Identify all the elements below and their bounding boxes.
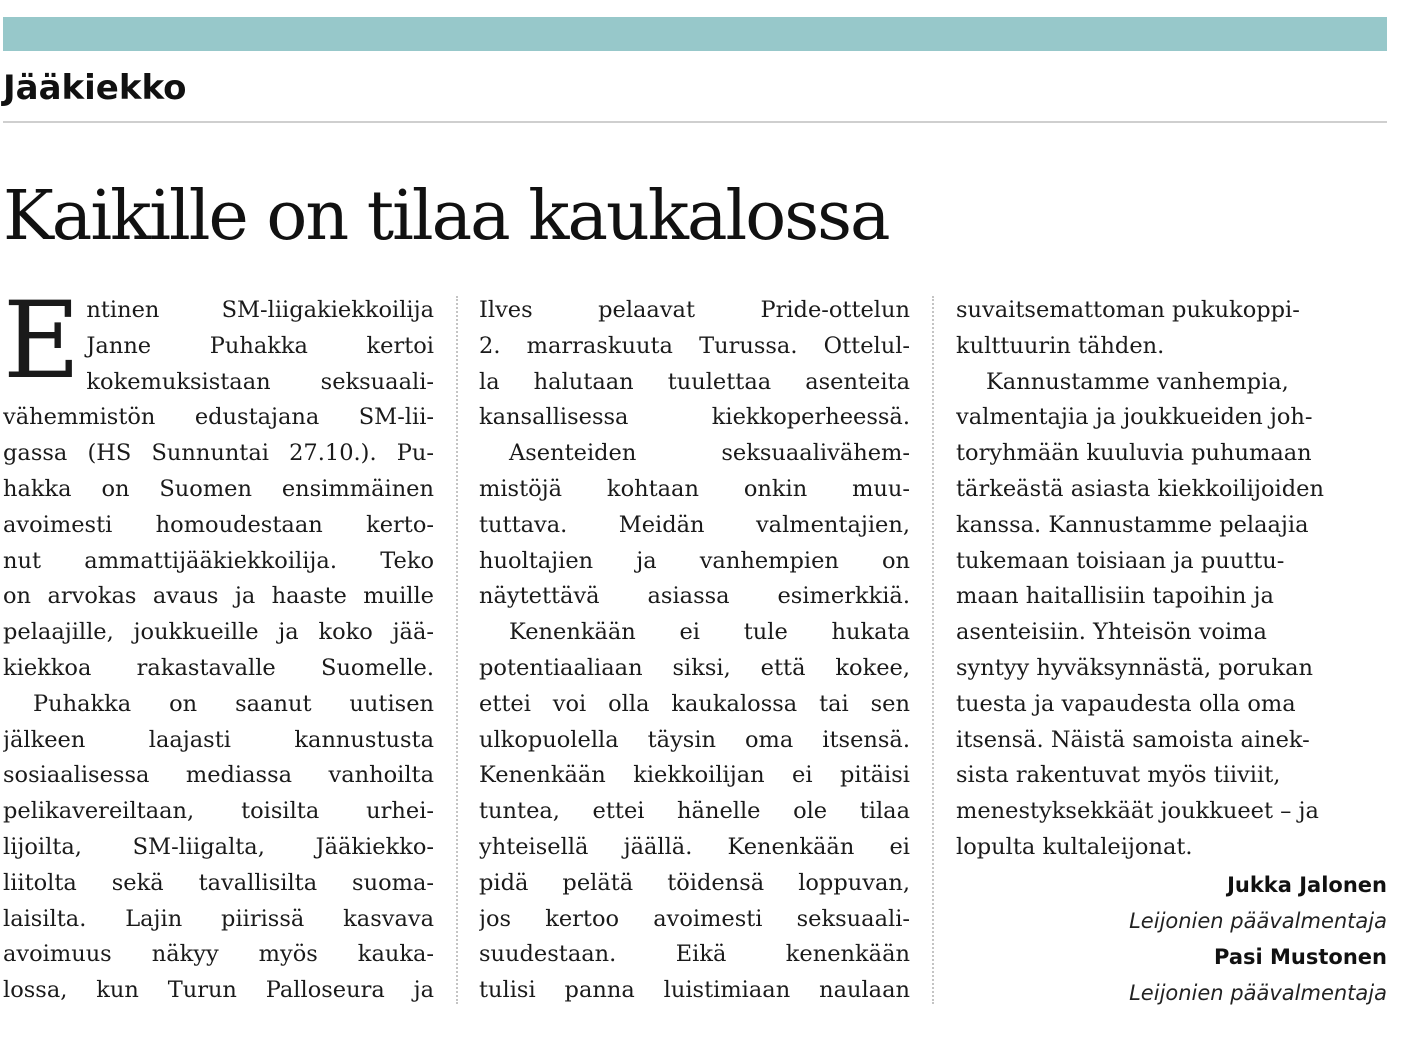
text-line: suudestaan. Eikä kenenkään: [479, 941, 910, 968]
text-line: jälkeen laajasti kannustusta: [3, 726, 434, 753]
text-line: on arvokas avaus ja haaste muille: [3, 583, 434, 610]
text-line: ulkopuolella täysin oma itsensä.: [479, 726, 910, 753]
text-line: vähemmistön edustajana SM-lii-: [3, 404, 434, 431]
column-separator: [932, 296, 934, 1004]
text-line: potentiaaliaan siksi, että kokee,: [479, 654, 910, 681]
text-line: näytettävä asiassa esimerkkiä.: [479, 583, 910, 610]
section-divider: [3, 121, 1387, 123]
text-line: hakka on Suomen ensimmäinen: [3, 475, 434, 502]
drop-cap: E: [3, 293, 81, 402]
text-line: Ilves pelaavat Pride-ottelun: [479, 297, 910, 323]
text-line: tärkeästä asiasta kiekkoilijoiden: [956, 475, 1324, 502]
text-line: kulttuurin tähden.: [956, 332, 1165, 359]
signature-name: Pasi Mustonen: [1214, 945, 1387, 969]
text-line: pelikavereiltaan, toisilta urhei-: [3, 798, 434, 825]
paragraph: [3, 687, 434, 1009]
signature-role: Leijonien päävalmentaja: [1129, 981, 1387, 1005]
article-column-2: [479, 293, 910, 1013]
text-line: kiekkoa rakastavalle Suomelle.: [3, 654, 434, 681]
text-line: menestyksekkäät joukkueet – ja: [956, 798, 1319, 825]
text-line: lopulta kultaleijonat.: [956, 833, 1193, 860]
text-line: pidä pelätä töidensä loppuvan,: [479, 869, 910, 896]
text-line: avoimesti homoudestaan kerto-: [3, 511, 434, 538]
article-column-1: [3, 293, 434, 1013]
text-line: itsensä. Näistä samoista ainek-: [956, 726, 1310, 753]
text-line: Kenenkään ei tule hukata: [509, 619, 910, 646]
text-line: tukemaan toisiaan ja puuttu-: [956, 547, 1285, 574]
text-line: gassa (HS Sunnuntai 27.10.). Pu-: [3, 440, 434, 467]
text-line: liitolta sekä tavallisilta suoma-: [3, 869, 434, 896]
text-line: asenteisiin. Yhteisön voima: [956, 619, 1267, 646]
text-line: nut ammattijääkiekkoilija. Teko: [3, 547, 434, 574]
text-line: sosiaalisessa mediassa vanhoilta: [3, 762, 434, 789]
text-line: kanssa. Kannustamme pelaajia: [956, 511, 1309, 538]
text-line: kansallisessa kiekkoperheessä.: [479, 404, 910, 431]
column-separator: [456, 296, 458, 1004]
text-line: maan haitallisiin tapoihin ja: [956, 583, 1274, 610]
text-line: kokemuksistaan seksuaali-: [86, 368, 434, 395]
text-line: jos kertoo avoimesti seksuaali-: [479, 905, 910, 932]
text-line: Kenenkään kiekkoilijan ei pitäisi: [479, 762, 910, 789]
text-line: Asenteiden seksuaalivähem-: [509, 440, 910, 467]
text-line: Janne Puhakka kertoi: [86, 332, 434, 359]
text-line: laisilta. Lajin piirissä kasvava: [3, 905, 434, 932]
text-line: ettei voi olla kaukalossa tai sen: [479, 690, 910, 717]
text-line: tulisi panna luistimiaan naulaan: [479, 977, 910, 1004]
text-line: toryhmään kuuluvia puhumaan: [956, 440, 1312, 467]
text-line: lossa, kun Turun Palloseura ja: [3, 977, 434, 1004]
paragraph: [479, 436, 910, 615]
article-headline: Kaikille on tilaa kaukalossa: [3, 177, 889, 256]
text-line: tuntea, ettei hänelle ole tilaa: [479, 798, 910, 825]
signature-role: Leijonien päävalmentaja: [1129, 909, 1387, 933]
text-line: suvaitsemattoman pukukoppi-: [956, 297, 1300, 323]
signature-name: Jukka Jalonen: [1227, 873, 1387, 897]
section-label: Jääkiekko: [3, 68, 187, 108]
text-line: huoltajien ja vanhempien on: [479, 547, 910, 574]
text-line: sista rakentuvat myös tiiviit,: [956, 762, 1281, 789]
paragraph: [956, 365, 1387, 866]
text-line: tuesta ja vapaudesta olla oma: [956, 690, 1296, 717]
paragraph: [956, 293, 1387, 365]
text-line: tuttava. Meidän valmentajien,: [479, 511, 910, 538]
text-line: syntyy hyväksynnästä, porukan: [956, 654, 1314, 681]
text-line: ntinen SM-liigakiekkoilija: [86, 297, 434, 323]
section-color-bar: [3, 17, 1387, 51]
text-line: 2. marraskuuta Turussa. Ottelul-: [479, 332, 910, 359]
text-line: Puhakka on saanut uutisen: [33, 690, 434, 717]
text-line: pelaajille, joukkueille ja koko jää-: [3, 619, 434, 646]
paragraph: [479, 615, 910, 1009]
text-line: yhteisellä jäällä. Kenenkään ei: [479, 833, 910, 860]
text-line: valmentajia ja joukkueiden joh-: [956, 404, 1313, 431]
text-line: Kannustamme vanhempia,: [986, 368, 1289, 395]
text-line: avoimuus näkyy myös kauka-: [3, 941, 434, 968]
text-line: la halutaan tuulettaa asenteita: [479, 368, 910, 395]
text-line: mistöjä kohtaan onkin muu-: [479, 475, 910, 502]
text-line: lijoilta, SM-liigalta, Jääkiekko-: [3, 833, 434, 860]
paragraph: [479, 293, 910, 436]
